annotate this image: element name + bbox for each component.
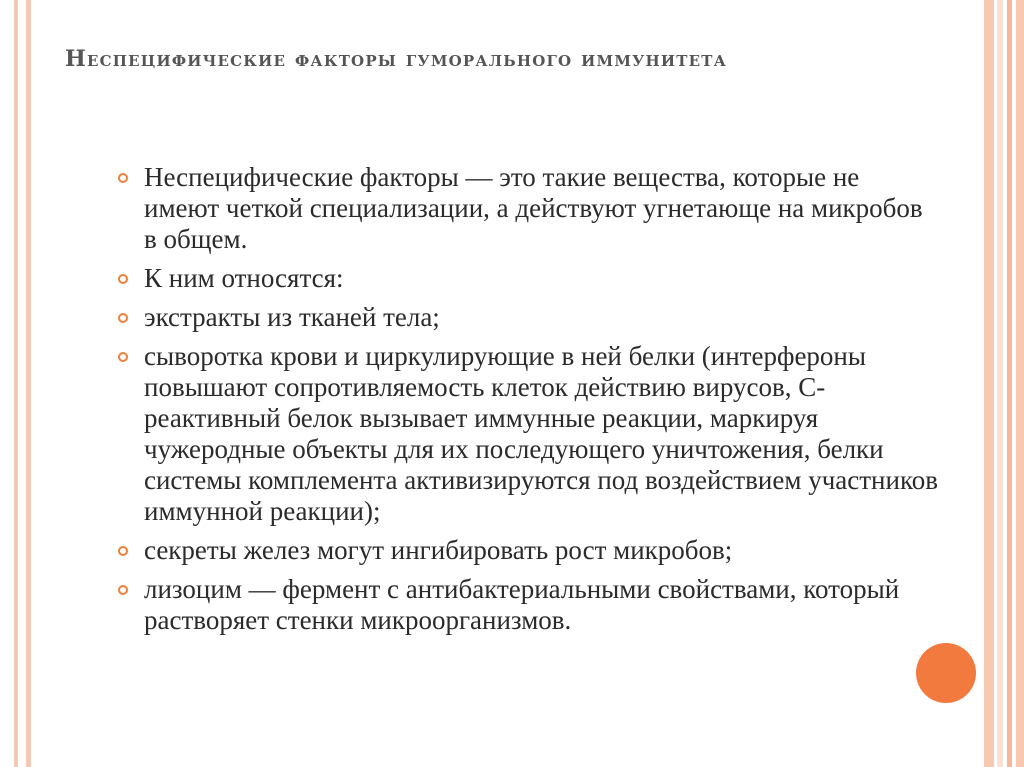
right-decor-band — [997, 0, 1003, 767]
list-item — [118, 535, 938, 566]
list-item — [118, 341, 938, 527]
bullet-list — [118, 162, 938, 644]
list-item — [118, 162, 938, 255]
list-item — [118, 302, 938, 333]
circle-bullet-icon — [118, 546, 128, 556]
left-decor-stripe — [14, 0, 18, 767]
circle-bullet-icon — [118, 274, 128, 284]
right-decor-band — [1016, 0, 1024, 767]
right-decor-band — [984, 0, 994, 767]
list-item-text: лизоцим — фермент с антибактериальными свойствами, который растворяет стенки микроорганизмов. — [144, 574, 900, 635]
left-decor-stripe — [26, 0, 31, 767]
list-item — [118, 263, 938, 294]
circle-bullet-icon — [118, 585, 128, 595]
list-item-text: секреты желез могут ингибировать рост микробов; — [144, 535, 733, 565]
right-decor-band — [1007, 0, 1012, 767]
list-item-text: экстракты из тканей тела; — [144, 302, 440, 332]
decorative-circle — [916, 643, 976, 703]
slide-title: Неспецифические факторы гуморального иммунитета — [65, 46, 728, 72]
list-item — [118, 574, 938, 636]
list-item-text: Неспецифические факторы — это такие вещества, которые не имеют четкой специализации, а действуют угнетающе на микробов в общем. — [144, 162, 923, 254]
circle-bullet-icon — [118, 173, 128, 183]
circle-bullet-icon — [118, 313, 128, 323]
list-item-text: К ним относятся: — [144, 263, 344, 293]
list-item-text: сыворотка крови и циркулирующие в ней белки (интерфероны повышают сопротивляемость клеток действию вирусов, С-реактивный белок вызывает иммунные реакции, маркируя чужеродные объекты для их последующего уничтожения, белки системы комплемента активизируются под воздействием участников иммунной реакции); — [144, 341, 938, 526]
circle-bullet-icon — [118, 352, 128, 362]
